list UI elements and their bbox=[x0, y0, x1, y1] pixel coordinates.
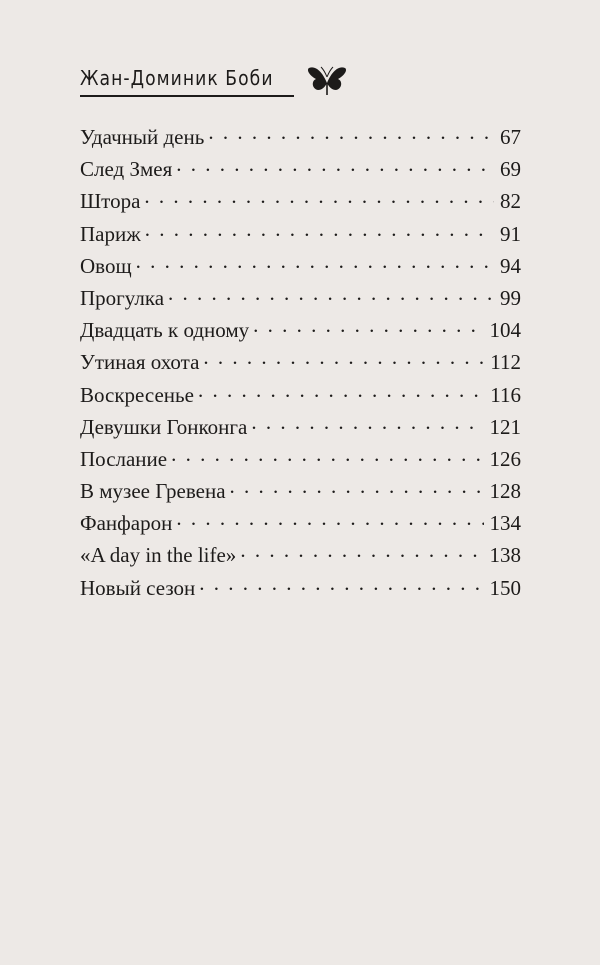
toc-entry-page: 104 bbox=[489, 318, 521, 343]
toc-leader-dots bbox=[145, 219, 494, 241]
toc-entry bbox=[80, 346, 521, 378]
toc-entry-page: 116 bbox=[490, 382, 521, 407]
toc-entry-page: 91 bbox=[500, 221, 521, 246]
toc-entry bbox=[80, 250, 521, 282]
toc-leader-dots bbox=[136, 251, 494, 273]
toc-entry bbox=[80, 507, 521, 539]
toc-entry-title: Послание bbox=[80, 446, 168, 471]
toc-entry-title: Двадцать к одному bbox=[80, 318, 250, 343]
toc-leader-dots bbox=[208, 122, 494, 144]
toc-entry-page: 121 bbox=[489, 414, 521, 439]
toc-entry-page: 67 bbox=[500, 125, 521, 149]
header-rule bbox=[80, 95, 294, 97]
toc-leader-dots bbox=[198, 380, 484, 402]
toc-entry-title: Фанфарон bbox=[80, 511, 173, 536]
toc-entry-page: 99 bbox=[500, 285, 521, 310]
toc-entry-title: Штора bbox=[80, 189, 141, 214]
toc-entry bbox=[80, 282, 521, 314]
author-name: Жан-Доминик Боби bbox=[80, 66, 274, 90]
toc-leader-dots bbox=[171, 444, 483, 466]
toc-entry-title: В музее Гревена bbox=[80, 479, 226, 504]
toc-leader-dots bbox=[253, 315, 483, 337]
toc-entry-title: Овощ bbox=[80, 253, 132, 278]
toc-entry-title: Прогулка bbox=[80, 285, 165, 310]
toc-entry bbox=[80, 218, 521, 250]
toc-leader-dots bbox=[176, 508, 483, 530]
toc-leader-dots bbox=[176, 154, 494, 176]
toc-entry bbox=[80, 314, 521, 346]
toc-entry-page: 112 bbox=[490, 350, 521, 375]
toc-entry bbox=[80, 411, 521, 443]
toc-entry bbox=[80, 539, 521, 571]
butterfly-icon bbox=[306, 62, 348, 98]
toc-entry bbox=[80, 185, 521, 217]
toc-entry-page: 82 bbox=[500, 189, 521, 214]
toc-leader-dots bbox=[251, 412, 483, 434]
toc-entry-page: 126 bbox=[489, 446, 521, 471]
toc-entry-title: Удачный день bbox=[80, 125, 205, 149]
toc-entry bbox=[80, 572, 521, 604]
toc-leader-dots bbox=[168, 283, 494, 305]
toc-entry-page: 134 bbox=[489, 511, 521, 536]
toc-leader-dots bbox=[230, 476, 484, 498]
toc-leader-dots bbox=[199, 573, 483, 595]
toc-entry-page: 128 bbox=[489, 479, 521, 504]
toc-leader-dots bbox=[240, 540, 483, 562]
toc-entry-title: Париж bbox=[80, 221, 141, 246]
toc-entry-page: 69 bbox=[500, 157, 521, 182]
toc-leader-dots bbox=[203, 347, 484, 369]
toc-leader-dots bbox=[144, 186, 494, 208]
toc-entry-title: Девушки Гонконга bbox=[80, 414, 248, 439]
toc-entry bbox=[80, 475, 521, 507]
toc-entry-title: Новый сезон bbox=[80, 575, 196, 600]
toc-entry-title: Утиная охота bbox=[80, 350, 200, 375]
toc-entry-title: «A day in the life» bbox=[80, 543, 237, 568]
toc-entry bbox=[80, 153, 521, 185]
toc-entry-page: 94 bbox=[500, 253, 521, 278]
toc-entry-page: 150 bbox=[489, 575, 521, 600]
toc-entry-page: 138 bbox=[489, 543, 521, 568]
toc-entry-title: Воскресенье bbox=[80, 382, 194, 407]
toc-entry bbox=[80, 121, 521, 153]
toc-entry-title: След Змея bbox=[80, 157, 173, 182]
toc-entry bbox=[80, 379, 521, 411]
running-header bbox=[80, 58, 520, 102]
table-of-contents bbox=[80, 121, 521, 604]
toc-entry bbox=[80, 443, 521, 475]
